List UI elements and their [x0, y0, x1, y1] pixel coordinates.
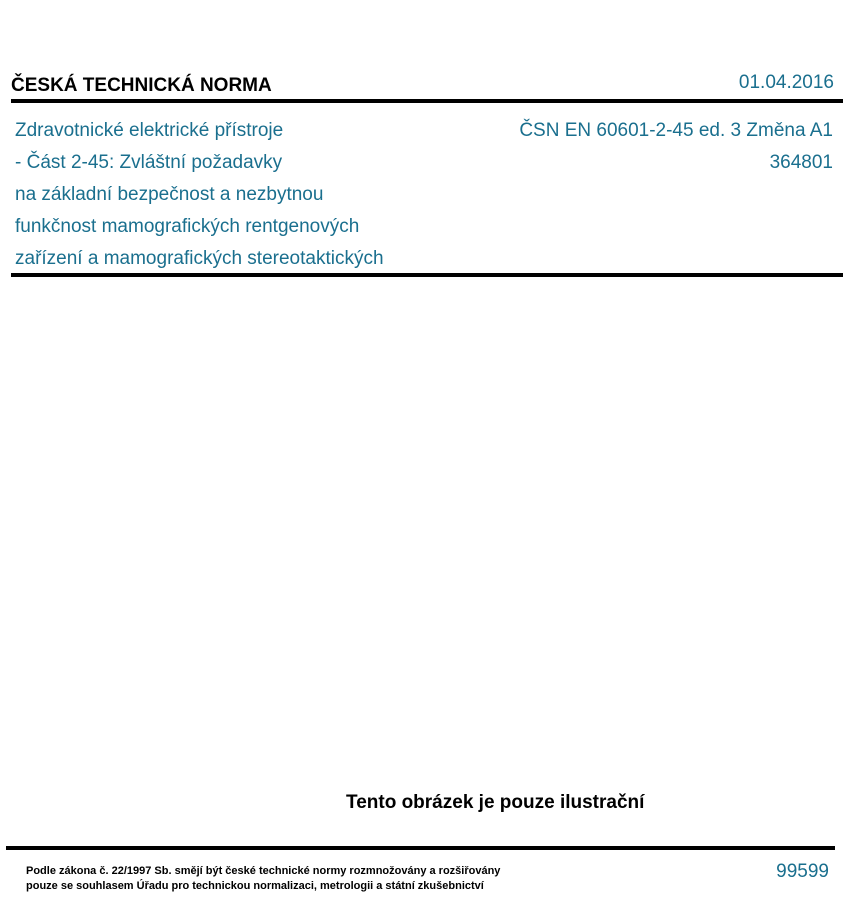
classification-code: 364801: [769, 152, 833, 173]
document-title-line: funkčnost mamografických rentgenových: [15, 216, 360, 237]
document-title-line: - Část 2-45: Zvláštní požadavky: [15, 152, 283, 173]
standard-number: ČSN EN 60601-2-45 ed. 3 Změna A1: [519, 120, 833, 141]
publication-date: 01.04.2016: [738, 72, 834, 93]
footer-divider: [6, 846, 835, 850]
document-title-line: na základní bezpečnost a nezbytnou: [15, 184, 324, 205]
document-title-line: Zdravotnické elektrické přístroje: [15, 120, 284, 141]
document-title-line: zařízení a mamografických stereotaktických: [15, 248, 384, 269]
document-title: [15, 115, 455, 275]
legal-note-line: Podle zákona č. 22/1997 Sb. smějí být české technické normy rozmnožovány a rozšiřovány: [26, 865, 501, 877]
header-divider: [11, 99, 843, 103]
legal-note-line: pouze se souhlasem Úřadu pro technickou normalizaci, metrologii a státní zkušebnictví: [26, 880, 484, 892]
page-header-title: ČESKÁ TECHNICKÁ NORMA: [11, 75, 272, 96]
legal-note: [26, 864, 500, 894]
document-id: 99599: [776, 861, 829, 882]
illustration-note: Tento obrázek je pouze ilustrační: [346, 792, 645, 813]
title-divider: [11, 273, 843, 277]
